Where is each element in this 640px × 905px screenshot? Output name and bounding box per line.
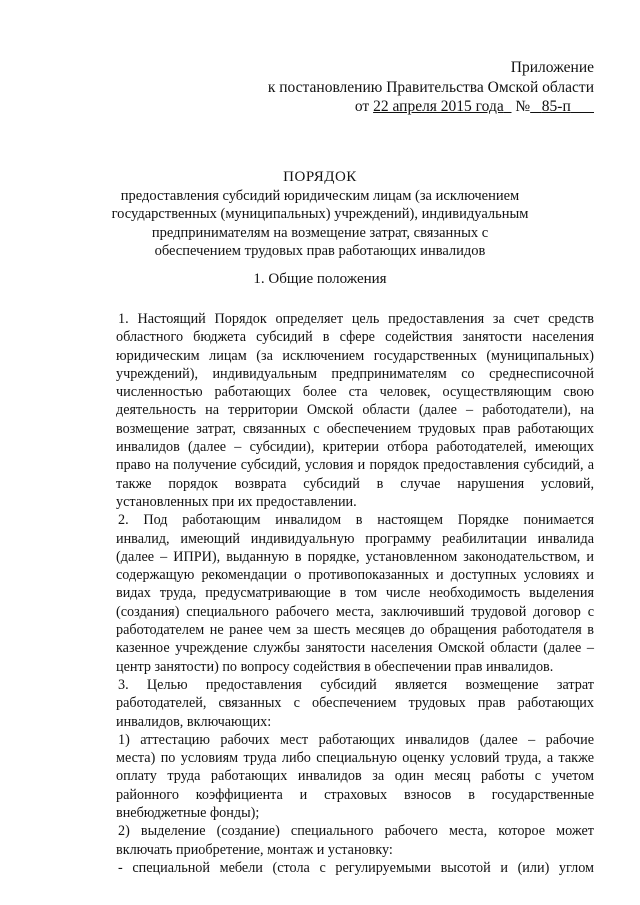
- resolution-date: 22 апреля 2015 года: [373, 98, 504, 115]
- paragraph-2: 2. Под работающим инвалидом в настоящем Порядке понимается инвалид, имеющий индивидуальную программу реабилитации инвалида (далее – ИПРИ), выданную в порядке, установленном законодательством, и содержащую рекомендации о противопоказанных и доступных условиях и видах труда, предусматривающие в том числе необходимость выделения (создания) специального рабочего места, заключивший трудовой договор с работодателем не ранее чем за шесть месяцев до обращения работодателя в казенное учреждение службы занятости населения Омской области (далее – центр занятости) по вопросу содействия в обеспечении прав инвалидов.: [116, 512, 594, 675]
- paragraph-6: - специальной мебели (стола с регулируемыми высотой и (или) углом: [118, 859, 594, 876]
- number-sign: №: [515, 98, 531, 115]
- paragraph-4: 1) аттестацию рабочих мест работающих инвалидов (далее – рабочие места) по условиям труда либо специальную оценку условий труда, а также оплату труда работающих инвалидов за один месяц работы с учетом районного коэффициента и страховых взносов в государственные внебюджетные фонды);: [116, 731, 594, 822]
- document-body: [116, 310, 594, 877]
- paragraph-3: 3. Целью предоставления субсидий является возмещение затрат работодателей, связанных с обеспечением трудовых прав работающих инвалидов, включающих:: [116, 676, 594, 730]
- appendix-resolution: к постановлению Правительства Омской области: [267, 78, 594, 96]
- title-line-3: предпринимателям на возмещение затрат, связанных с: [151, 224, 489, 241]
- document-title: [60, 168, 580, 261]
- resolution-number: 85-п: [541, 98, 571, 115]
- appendix-date-line: [268, 97, 594, 117]
- appendix-label: Приложение: [510, 59, 594, 76]
- title-line-4: обеспечением трудовых прав работающих инвалидов: [154, 243, 486, 259]
- date-prefix: от: [354, 98, 370, 115]
- section-title: 1. Общие положения: [253, 271, 387, 287]
- paragraph-5: 2) выделение (создание) специального рабочего места, которое может включать приобретение, монтаж и установку:: [116, 823, 594, 858]
- title-line-1: предоставления субсидий юридическим лицам (за исключением: [120, 187, 520, 204]
- title-heading: ПОРЯДОК: [283, 169, 357, 185]
- title-line-2: государственных (муниципальных) учреждений), индивидуальным: [111, 206, 529, 222]
- paragraph-1: 1. Настоящий Порядок определяет цель предоставления за счет средств областного бюджета субсидий в сфере содействия занятости населения юридическим лицам (за исключением государственных (муниципальных) учреждений), индивидуальным предпринимателям со среднесписочной численностью работающих более ста человек, осуществляющим свою деятельность на территории Омской области (далее – работодатели), на возмещение затрат, связанных с обеспечением трудовых прав работающих инвалидов (далее – субсидии), критерии отбора работодателей, имеющих право на получение субсидий, условия и порядок предоставления субсидий, а также порядок возврата субсидий в случае нарушения условий, установленных при их предоставлении.: [116, 311, 594, 510]
- appendix-header: [268, 58, 594, 117]
